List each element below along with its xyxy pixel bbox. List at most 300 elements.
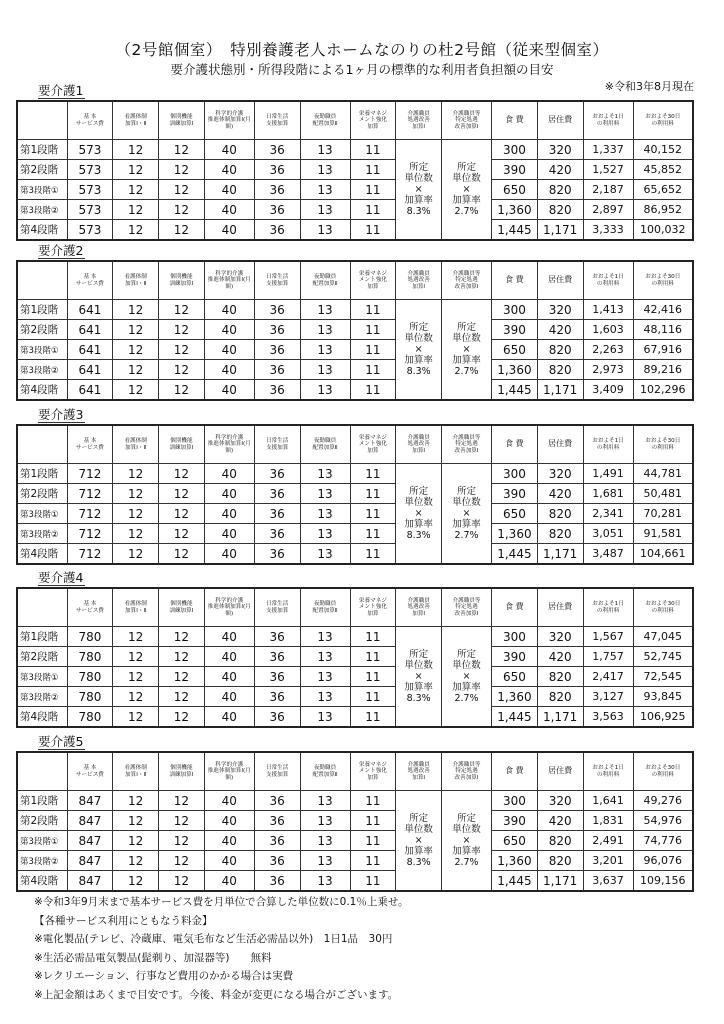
- table-cell: 13: [300, 340, 350, 360]
- table-cell: 12: [113, 160, 159, 180]
- table-cell: 44,781: [633, 464, 693, 484]
- table-cell: 320: [537, 140, 583, 160]
- table-cell: 13: [300, 140, 350, 160]
- table-cell: 1,445: [492, 220, 538, 241]
- table-row: [17, 647, 693, 667]
- table-cell: 109,156: [633, 871, 693, 892]
- table-cell: 573: [67, 180, 113, 200]
- table-cell: 1,491: [583, 464, 633, 484]
- table-cell: 13: [300, 831, 350, 851]
- column-header: 食 費: [492, 261, 538, 300]
- table-cell: 12: [159, 464, 205, 484]
- fee-table: [16, 751, 694, 892]
- table-cell: 12: [159, 871, 205, 892]
- table-cell: 11: [350, 831, 396, 851]
- table-row: [17, 524, 693, 544]
- table-cell: 1,445: [492, 380, 538, 401]
- table-cell: 820: [537, 340, 583, 360]
- care-level-section: [16, 240, 696, 401]
- table-cell: 36: [254, 180, 300, 200]
- table-cell: 12: [159, 524, 205, 544]
- table-cell: 102,296: [633, 380, 693, 401]
- row-label: 第4段階: [17, 544, 67, 565]
- table-cell: 36: [254, 871, 300, 892]
- column-header: 個別機能 訓練加算Ⅰ: [159, 101, 205, 140]
- table-cell: 40: [204, 524, 254, 544]
- table-cell: 13: [300, 647, 350, 667]
- table-cell: 1,527: [583, 160, 633, 180]
- footnote: ※令和3年9月末まで基本サービス費を月単位で合算した単位数に0.1％上乗せ。: [34, 896, 409, 908]
- column-header: 栄養マネジ メント強化 加算: [350, 261, 396, 300]
- table-cell: 40: [204, 220, 254, 241]
- row-label: 第2段階: [17, 484, 67, 504]
- table-cell: 40: [204, 707, 254, 728]
- table-cell: 40: [204, 300, 254, 320]
- table-cell: 36: [254, 360, 300, 380]
- column-header: 個別機能 訓練加算Ⅰ: [159, 588, 205, 627]
- table-cell: 40: [204, 851, 254, 871]
- table-cell: 3,333: [583, 220, 633, 241]
- table-cell: 74,776: [633, 831, 693, 851]
- page-title: （2号館個室） 特別養護老人ホームなのりの杜2号館（従来型個室）: [115, 41, 609, 59]
- column-header: 基 本 サービス費: [67, 752, 113, 791]
- table-cell: 40: [204, 791, 254, 811]
- table-cell: 1,171: [537, 871, 583, 892]
- table-cell: 11: [350, 300, 396, 320]
- table-cell: 820: [537, 504, 583, 524]
- table-cell: 11: [350, 340, 396, 360]
- header-row: [17, 101, 693, 140]
- table-cell: 712: [67, 484, 113, 504]
- table-cell: 300: [492, 140, 538, 160]
- column-header: 夜勤職員 配置加算Ⅱ: [300, 425, 350, 464]
- table-cell: 36: [254, 707, 300, 728]
- table-cell: 820: [537, 200, 583, 220]
- footnote: ※生活必需品電気製品(髭剃り、加湿器等) 無料: [34, 951, 272, 964]
- table-cell: 573: [67, 160, 113, 180]
- table-cell: 40: [204, 504, 254, 524]
- table-cell: 93,845: [633, 687, 693, 707]
- column-header: 食 費: [492, 588, 538, 627]
- table-cell: 1,603: [583, 320, 633, 340]
- table-row: [17, 484, 693, 504]
- table-cell: 2,897: [583, 200, 633, 220]
- table-cell: 36: [254, 851, 300, 871]
- section-title: 要介護3: [38, 407, 84, 422]
- table-cell: 40: [204, 687, 254, 707]
- corner-cell: [17, 425, 67, 464]
- row-label: 第1段階: [17, 300, 67, 320]
- table-cell: 36: [254, 544, 300, 565]
- table-cell: 650: [492, 180, 538, 200]
- table-row: [17, 871, 693, 892]
- table-row: [17, 504, 693, 524]
- column-header: おおよそ1日 の利用料: [583, 101, 633, 140]
- table-cell: 1,171: [537, 544, 583, 565]
- row-label: 第3段階①: [17, 504, 67, 524]
- column-header: 日常生活 支援加算: [254, 261, 300, 300]
- section-title: 要介護1: [38, 83, 84, 98]
- table-cell: 12: [159, 320, 205, 340]
- table-cell: 12: [113, 180, 159, 200]
- row-label: 第4段階: [17, 707, 67, 728]
- row-label: 第2段階: [17, 160, 67, 180]
- table-cell: 40: [204, 627, 254, 647]
- table-cell: 40,152: [633, 140, 693, 160]
- header-row: [17, 425, 693, 464]
- table-cell: 12: [159, 647, 205, 667]
- table-cell: 2,263: [583, 340, 633, 360]
- column-header: 夜勤職員 配置加算Ⅱ: [300, 588, 350, 627]
- table-cell: 12: [113, 667, 159, 687]
- table-cell: 3,563: [583, 707, 633, 728]
- table-cell: 12: [113, 811, 159, 831]
- table-cell: 11: [350, 140, 396, 160]
- table-cell: 12: [113, 140, 159, 160]
- table-cell: 12: [113, 627, 159, 647]
- column-header: 科学的介護 推進体制加算Ⅰ(月額): [204, 752, 254, 791]
- table-cell: 3,637: [583, 871, 633, 892]
- table-cell: 11: [350, 627, 396, 647]
- table-cell: 70,281: [633, 504, 693, 524]
- table-cell: 65,652: [633, 180, 693, 200]
- table-cell: 12: [159, 484, 205, 504]
- column-header: 介護職員等 特定処遇 改善加算Ⅰ: [442, 588, 492, 627]
- column-header: 基 本 サービス費: [67, 588, 113, 627]
- table-cell: 36: [254, 791, 300, 811]
- table-cell: 780: [67, 627, 113, 647]
- table-cell: 12: [159, 791, 205, 811]
- merged-rate-cell: 所定 単位数 × 加算率 8.3%: [396, 791, 442, 892]
- column-header: 介護職員等 特定処遇 改善加算Ⅰ: [442, 261, 492, 300]
- table-cell: 13: [300, 300, 350, 320]
- table-cell: 12: [113, 340, 159, 360]
- table-cell: 712: [67, 524, 113, 544]
- date-note: ※令和3年8月現在: [604, 80, 694, 93]
- footnote: ※電化製品(テレビ、冷蔵庫、電気毛布など生活必需品以外) 1日1品 30円: [34, 933, 393, 945]
- table-row: [17, 851, 693, 871]
- table-cell: 11: [350, 851, 396, 871]
- column-header: 看護体制 加算Ⅰ・Ⅱ: [113, 261, 159, 300]
- table-cell: 320: [537, 627, 583, 647]
- row-label: 第4段階: [17, 380, 67, 401]
- table-cell: 12: [159, 707, 205, 728]
- row-label: 第1段階: [17, 140, 67, 160]
- table-cell: 847: [67, 791, 113, 811]
- column-header: 基 本 サービス費: [67, 425, 113, 464]
- column-header: 栄養マネジ メント強化 加算: [350, 425, 396, 464]
- merged-rate-cell: 所定 単位数 × 加算率 8.3%: [396, 464, 442, 565]
- table-cell: 52,745: [633, 647, 693, 667]
- table-cell: 2,973: [583, 360, 633, 380]
- column-header: 看護体制 加算Ⅰ・Ⅱ: [113, 752, 159, 791]
- table-cell: 1,360: [492, 360, 538, 380]
- merged-rate-cell: 所定 単位数 × 加算率 8.3%: [396, 300, 442, 401]
- corner-cell: [17, 752, 67, 791]
- table-cell: 36: [254, 300, 300, 320]
- table-cell: 12: [113, 831, 159, 851]
- table-cell: 36: [254, 831, 300, 851]
- table-cell: 12: [159, 360, 205, 380]
- table-row: [17, 667, 693, 687]
- section-title: 要介護2: [38, 243, 84, 258]
- table-cell: 11: [350, 811, 396, 831]
- fee-table: [16, 424, 694, 565]
- footnote: ※レクリエーション、行事など費用のかかる場合は実費: [34, 970, 294, 982]
- table-cell: 11: [350, 380, 396, 401]
- table-cell: 820: [537, 180, 583, 200]
- table-cell: 320: [537, 464, 583, 484]
- table-cell: 11: [350, 464, 396, 484]
- table-cell: 40: [204, 871, 254, 892]
- table-cell: 13: [300, 544, 350, 565]
- column-header: おおよそ1日 の利用料: [583, 261, 633, 300]
- column-header: 科学的介護 推進体制加算Ⅰ(月額): [204, 261, 254, 300]
- row-label: 第4段階: [17, 220, 67, 241]
- fee-table: [16, 100, 694, 241]
- table-cell: 641: [67, 380, 113, 401]
- table-cell: 1,567: [583, 627, 633, 647]
- table-cell: 42,416: [633, 300, 693, 320]
- table-cell: 13: [300, 871, 350, 892]
- table-cell: 12: [159, 340, 205, 360]
- column-header: 夜勤職員 配置加算Ⅱ: [300, 261, 350, 300]
- table-cell: 50,481: [633, 484, 693, 504]
- table-cell: 300: [492, 791, 538, 811]
- column-header: 介護職員等 特定処遇 改善加算Ⅰ: [442, 425, 492, 464]
- table-cell: 36: [254, 504, 300, 524]
- table-row: [17, 300, 693, 320]
- table-cell: 780: [67, 687, 113, 707]
- table-cell: 12: [113, 504, 159, 524]
- table-row: [17, 831, 693, 851]
- row-label: 第3段階②: [17, 360, 67, 380]
- column-header: おおよそ1日 の利用料: [583, 752, 633, 791]
- table-cell: 12: [159, 300, 205, 320]
- column-header: 介護職員 処遇改善 加算Ⅰ: [396, 752, 442, 791]
- table-cell: 820: [537, 831, 583, 851]
- table-cell: 12: [113, 300, 159, 320]
- table-cell: 11: [350, 707, 396, 728]
- table-cell: 320: [537, 791, 583, 811]
- merged-rate-cell: 所定 単位数 × 加算率 2.7%: [442, 627, 492, 728]
- column-header: おおよそ30日 の利用料: [633, 261, 693, 300]
- column-header: 個別機能 訓練加算Ⅰ: [159, 425, 205, 464]
- column-header: 科学的介護 推進体制加算Ⅰ(月額): [204, 101, 254, 140]
- page-subtitle: 要介護状態別・所得段階による1ヶ月の標準的な利用者負担額の目安: [170, 62, 554, 77]
- column-header: 食 費: [492, 425, 538, 464]
- table-cell: 12: [159, 544, 205, 565]
- table-cell: 2,491: [583, 831, 633, 851]
- row-label: 第2段階: [17, 320, 67, 340]
- table-cell: 13: [300, 791, 350, 811]
- table-cell: 40: [204, 811, 254, 831]
- table-cell: 3,409: [583, 380, 633, 401]
- table-cell: 12: [113, 200, 159, 220]
- table-cell: 40: [204, 160, 254, 180]
- table-cell: 820: [537, 360, 583, 380]
- merged-rate-cell: 所定 単位数 × 加算率 2.7%: [442, 791, 492, 892]
- row-label: 第2段階: [17, 811, 67, 831]
- column-header: 居住費: [537, 752, 583, 791]
- table-cell: 641: [67, 340, 113, 360]
- table-cell: 13: [300, 504, 350, 524]
- table-row: [17, 380, 693, 401]
- table-cell: 11: [350, 544, 396, 565]
- care-level-section: [16, 80, 696, 241]
- column-header: 介護職員等 特定処遇 改善加算Ⅰ: [442, 101, 492, 140]
- table-cell: 300: [492, 300, 538, 320]
- table-cell: 11: [350, 360, 396, 380]
- row-label: 第1段階: [17, 791, 67, 811]
- column-header: 介護職員 処遇改善 加算Ⅰ: [396, 101, 442, 140]
- table-cell: 780: [67, 707, 113, 728]
- care-level-section: [16, 731, 696, 892]
- column-header: 栄養マネジ メント強化 加算: [350, 752, 396, 791]
- section-title: 要介護5: [38, 734, 84, 749]
- table-cell: 48,116: [633, 320, 693, 340]
- table-cell: 13: [300, 380, 350, 401]
- table-cell: 712: [67, 504, 113, 524]
- corner-cell: [17, 588, 67, 627]
- row-label: 第2段階: [17, 647, 67, 667]
- table-cell: 13: [300, 524, 350, 544]
- table-cell: 13: [300, 464, 350, 484]
- column-header: おおよそ30日 の利用料: [633, 752, 693, 791]
- merged-rate-cell: 所定 単位数 × 加算率 8.3%: [396, 140, 442, 241]
- table-cell: 36: [254, 320, 300, 340]
- table-cell: 13: [300, 667, 350, 687]
- table-row: [17, 544, 693, 565]
- column-header: おおよそ30日 の利用料: [633, 588, 693, 627]
- table-cell: 390: [492, 160, 538, 180]
- table-cell: 12: [113, 544, 159, 565]
- table-row: [17, 687, 693, 707]
- table-cell: 820: [537, 851, 583, 871]
- table-row: [17, 707, 693, 728]
- table-cell: 1,757: [583, 647, 633, 667]
- column-header: 夜勤職員 配置加算Ⅱ: [300, 752, 350, 791]
- column-header: 介護職員等 特定処遇 改善加算Ⅰ: [442, 752, 492, 791]
- column-header: 日常生活 支援加算: [254, 101, 300, 140]
- table-cell: 13: [300, 707, 350, 728]
- table-cell: 847: [67, 851, 113, 871]
- table-cell: 11: [350, 160, 396, 180]
- table-cell: 573: [67, 220, 113, 241]
- table-cell: 650: [492, 667, 538, 687]
- column-header: 基 本 サービス費: [67, 261, 113, 300]
- table-cell: 3,127: [583, 687, 633, 707]
- table-cell: 36: [254, 687, 300, 707]
- table-cell: 12: [113, 707, 159, 728]
- column-header: 科学的介護 推進体制加算Ⅰ(月額): [204, 425, 254, 464]
- header-row: [17, 588, 693, 627]
- header-row: [17, 752, 693, 791]
- table-cell: 40: [204, 340, 254, 360]
- table-cell: 641: [67, 300, 113, 320]
- table-cell: 13: [300, 220, 350, 241]
- column-header: 介護職員 処遇改善 加算Ⅰ: [396, 425, 442, 464]
- table-cell: 36: [254, 464, 300, 484]
- column-header: おおよそ1日 の利用料: [583, 588, 633, 627]
- table-cell: 67,916: [633, 340, 693, 360]
- table-cell: 12: [113, 320, 159, 340]
- table-cell: 2,417: [583, 667, 633, 687]
- table-cell: 12: [113, 464, 159, 484]
- table-cell: 100,032: [633, 220, 693, 241]
- table-cell: 420: [537, 647, 583, 667]
- table-cell: 40: [204, 360, 254, 380]
- column-header: 基 本 サービス費: [67, 101, 113, 140]
- table-row: [17, 811, 693, 831]
- row-label: 第3段階②: [17, 851, 67, 871]
- column-header: 夜勤職員 配置加算Ⅱ: [300, 101, 350, 140]
- table-cell: 12: [159, 811, 205, 831]
- table-cell: 11: [350, 791, 396, 811]
- table-cell: 13: [300, 627, 350, 647]
- table-cell: 1,171: [537, 220, 583, 241]
- table-cell: 300: [492, 627, 538, 647]
- footnotes: [34, 893, 409, 1004]
- table-cell: 54,976: [633, 811, 693, 831]
- table-cell: 712: [67, 464, 113, 484]
- row-label: 第3段階①: [17, 180, 67, 200]
- table-cell: 11: [350, 320, 396, 340]
- table-cell: 40: [204, 667, 254, 687]
- table-cell: 36: [254, 524, 300, 544]
- table-cell: 420: [537, 484, 583, 504]
- footnote: 【各種サービス利用にともなう料金】: [34, 914, 213, 927]
- table-cell: 12: [113, 380, 159, 401]
- column-header: 居住費: [537, 425, 583, 464]
- table-cell: 40: [204, 647, 254, 667]
- table-cell: 390: [492, 811, 538, 831]
- table-cell: 1,171: [537, 380, 583, 401]
- table-cell: 1,360: [492, 200, 538, 220]
- table-cell: 12: [159, 504, 205, 524]
- merged-rate-cell: 所定 単位数 × 加算率 2.7%: [442, 140, 492, 241]
- row-label: 第3段階②: [17, 687, 67, 707]
- table-cell: 1,360: [492, 687, 538, 707]
- table-cell: 40: [204, 200, 254, 220]
- table-cell: 1,360: [492, 524, 538, 544]
- fee-table: [16, 260, 694, 401]
- table-cell: 390: [492, 484, 538, 504]
- table-cell: 12: [159, 140, 205, 160]
- table-cell: 36: [254, 200, 300, 220]
- table-cell: 420: [537, 160, 583, 180]
- table-cell: 320: [537, 300, 583, 320]
- table-cell: 12: [113, 524, 159, 544]
- table-cell: 11: [350, 667, 396, 687]
- row-label: 第3段階②: [17, 524, 67, 544]
- table-cell: 12: [159, 220, 205, 241]
- column-header: 栄養マネジ メント強化 加算: [350, 101, 396, 140]
- table-cell: 11: [350, 220, 396, 241]
- table-cell: 1,337: [583, 140, 633, 160]
- column-header: 科学的介護 推進体制加算Ⅰ(月額): [204, 588, 254, 627]
- table-cell: 12: [159, 687, 205, 707]
- table-cell: 13: [300, 180, 350, 200]
- table-cell: 641: [67, 360, 113, 380]
- table-cell: 40: [204, 140, 254, 160]
- care-level-section: [16, 567, 696, 728]
- table-cell: 11: [350, 647, 396, 667]
- column-header: 看護体制 加算Ⅰ・Ⅱ: [113, 101, 159, 140]
- table-cell: 573: [67, 140, 113, 160]
- table-cell: 12: [113, 871, 159, 892]
- table-cell: 91,581: [633, 524, 693, 544]
